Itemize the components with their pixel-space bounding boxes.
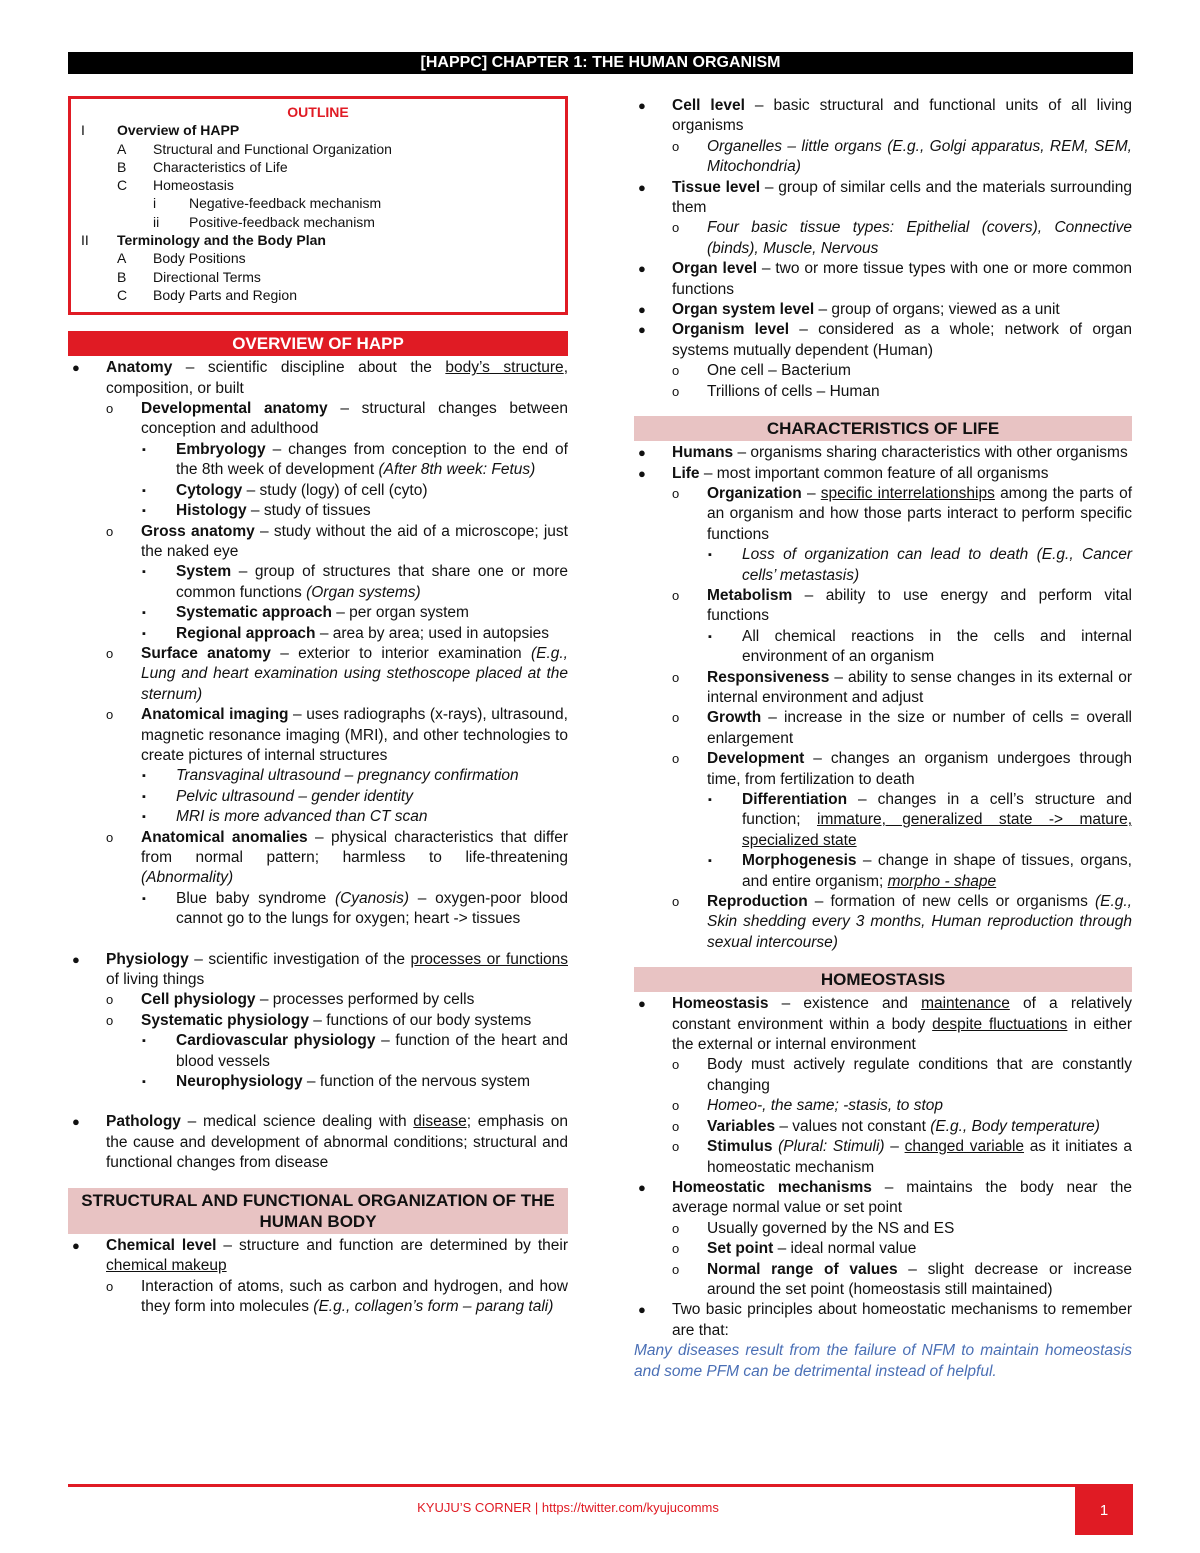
list-text: among the parts of an organism and how those parts interact to perform specific functions [707, 484, 1133, 543]
list-item [68, 481, 568, 501]
bullet-icon: ● [72, 1237, 80, 1253]
list-item [634, 851, 1132, 892]
section-heading: OVERVIEW OF HAPP [68, 331, 568, 356]
list-text: – considered as a whole; network of organ systems mutually dependent (Human) [672, 321, 1132, 359]
list-text: Homeostasis [672, 995, 769, 1013]
section-heading: HOMEOSTASIS [634, 967, 1132, 992]
list-text: Loss of organization can lead to death (E.g., Cancer cells’ metastasis) [742, 546, 1132, 584]
list-text: Metabolism [707, 586, 793, 604]
bullet-icon: o [672, 1261, 680, 1277]
outline-item [81, 176, 555, 194]
outline-number: B [117, 268, 127, 285]
bullet-icon: ▪ [142, 484, 146, 497]
outline-text: Overview of HAPP [117, 122, 240, 139]
list-item [68, 787, 568, 807]
list-item [68, 1072, 568, 1092]
list-item [634, 1219, 1132, 1239]
bullet-icon: o [106, 645, 114, 661]
bullet-icon: o [672, 587, 680, 603]
outline-text: Homeostasis [153, 177, 234, 194]
list-text: body’s structure [445, 359, 564, 377]
outline-title: OUTLINE [287, 104, 349, 120]
list-text: Cell level [672, 97, 745, 114]
list-item [634, 1055, 1132, 1096]
list-item [68, 1236, 568, 1277]
list-item [68, 644, 568, 705]
bullet-icon: o [672, 220, 680, 236]
bullet-icon: ▪ [142, 1035, 146, 1048]
list-item [634, 1137, 1132, 1178]
list-item [68, 1011, 568, 1031]
list-text: – exterior to interior examination [270, 644, 531, 662]
list-text: Transvaginal ultrasound – pregnancy confirmation [176, 767, 519, 785]
list-item [634, 1260, 1132, 1301]
bullet-icon: o [672, 1220, 680, 1236]
left-content [68, 331, 568, 1317]
list-text: – oxygen-poor blood cannot go to the lungs for oxygen; heart -> tissues [176, 889, 568, 928]
list-item [634, 1178, 1132, 1219]
bullet-icon: ● [72, 1114, 80, 1130]
list-text: – ability to use energy and perform vital functions [707, 586, 1132, 625]
list-text: Reproduction [707, 893, 808, 911]
list-item [68, 1112, 568, 1173]
list-text: despite fluctuations [932, 1015, 1068, 1033]
outline-text: Body Parts and Region [153, 286, 297, 303]
list-text: Set point [707, 1240, 774, 1258]
list-text: Organization [707, 484, 802, 502]
list-text: Two basic principles about homeostatic mechanisms to remember are that: [672, 1301, 1132, 1339]
list-text: MRI is more advanced than CT scan [176, 808, 428, 826]
bullet-icon: ▪ [708, 549, 712, 562]
outline-number: I [81, 122, 85, 139]
list-text: Anatomical anomalies [141, 828, 308, 846]
list-text: of living things [106, 971, 205, 989]
list-text: – study without the aid of a microscope; just the naked eye [141, 522, 568, 560]
bullet-icon: o [106, 1278, 114, 1294]
list-text: – slight decrease or increase around the set point (homeostasis still maintained) [707, 1260, 1133, 1298]
list-item [634, 627, 1132, 668]
list-text: Systematic approach [176, 604, 332, 622]
list-text: Growth [707, 709, 762, 727]
list-item [68, 562, 568, 603]
list-item [634, 300, 1132, 320]
list-text: Anatomical imaging [141, 706, 289, 724]
list-item [68, 440, 568, 481]
list-item [634, 464, 1132, 484]
list-text: – group of similar cells and the materials surrounding them [672, 178, 1132, 217]
list-text: Life [672, 464, 700, 482]
list-text: as it initiates a homeostatic mechanism [707, 1138, 1133, 1176]
list-text: (Abnormality) [141, 869, 234, 887]
bullet-icon: ▪ [708, 794, 712, 806]
bullet-icon: ▪ [142, 566, 146, 579]
outline-text: Positive-feedback mechanism [189, 213, 375, 230]
list-item [634, 1300, 1132, 1341]
outline-item [81, 231, 555, 249]
list-item [634, 1117, 1132, 1137]
bullet-icon: ▪ [142, 505, 146, 518]
list-text: – functions of our body systems [308, 1011, 532, 1029]
list-item [68, 399, 568, 440]
bullet-icon: o [106, 992, 114, 1008]
outline-number: ii [153, 213, 160, 230]
outline-list [81, 121, 555, 304]
list-text: – study of tissues [246, 502, 371, 520]
list-item [634, 218, 1132, 259]
list-text: (After 8th week: Fetus) [378, 461, 536, 479]
list-item [68, 603, 568, 623]
bullet-icon: o [672, 751, 680, 767]
list-text: Neurophysiology [176, 1073, 303, 1091]
list-item [68, 807, 568, 827]
list-text: All chemical reactions in the cells and internal environment of an organism [742, 627, 1132, 666]
list-text: Interaction of atoms, such as carbon and hydrogen, and how they form into molecules [141, 1277, 568, 1315]
list-item [634, 443, 1132, 463]
list-item [68, 990, 568, 1010]
bullet-icon: ● [638, 322, 646, 338]
bullet-icon: ● [638, 98, 646, 113]
list-text: , composition, or built [106, 359, 568, 397]
bullet-icon: o [672, 1241, 680, 1257]
bullet-icon: o [672, 1057, 680, 1073]
list-text: morpho - shape [887, 872, 997, 890]
list-text: (E.g., collagen’s form – parang tali) [313, 1297, 554, 1315]
list-text: – maintains the body near the average normal value or set point [672, 1178, 1132, 1217]
bullet-icon: o [106, 707, 114, 723]
page-number: 1 [1075, 1487, 1133, 1535]
list-text: in either the external or internal environment [672, 1015, 1133, 1054]
list-text: (E.g., Lung and heart examination using stethoscope placed at the sternum) [141, 644, 568, 703]
list-item [68, 828, 568, 889]
bullet-icon: ▪ [708, 855, 712, 868]
list-item [634, 668, 1132, 709]
bullet-icon: o [106, 829, 114, 845]
spacer [68, 1092, 568, 1112]
bullet-icon: ● [638, 179, 646, 195]
list-text: – formation of new cells or organisms [807, 893, 1095, 911]
right-column [634, 96, 1132, 1382]
list-text: – change in shape of tissues, organs, and entire organism; [742, 852, 1132, 890]
bullet-icon: ▪ [142, 1076, 146, 1089]
list-text: One cell – Bacterium [707, 362, 851, 380]
bullet-icon: o [672, 1118, 680, 1134]
bullet-icon: ● [638, 302, 646, 318]
outline-item [81, 194, 555, 212]
list-item [68, 1277, 568, 1318]
outline-number: B [117, 158, 127, 175]
bullet-icon: o [672, 485, 680, 501]
list-item [634, 259, 1132, 300]
left-column [68, 96, 568, 1317]
list-text: Surface anatomy [141, 644, 271, 662]
list-text: Homeo-, the same; -stasis, to stop [707, 1097, 944, 1115]
outline-item [81, 213, 555, 231]
list-text: Morphogenesis [742, 852, 857, 870]
outline-text: Body Positions [153, 250, 246, 267]
list-text: Stimulus [707, 1138, 773, 1156]
bullet-icon: o [672, 383, 680, 399]
list-text: ; emphasis on the cause and development of abnormal conditions; structural and functional changes from disease [106, 1113, 568, 1172]
list-text: – scientific discipline about the [172, 359, 446, 377]
list-item [634, 484, 1132, 545]
list-item [634, 320, 1132, 361]
outline-item [81, 140, 555, 158]
list-text: Homeostatic mechanisms [672, 1178, 872, 1196]
list-text: Usually governed by the NS and ES [707, 1219, 955, 1237]
list-item [68, 766, 568, 786]
outline-text: Terminology and the Body Plan [117, 232, 326, 249]
note-text: Many diseases result from the failure of NFM to maintain homeostasis and some PFM can be detrimental instead of helpful. [634, 1342, 1132, 1380]
list-text: – [884, 1138, 905, 1156]
list-text: Regional approach [176, 624, 316, 642]
bullet-icon: ▪ [142, 811, 146, 824]
list-text: (Organ systems) [306, 583, 421, 601]
list-text: (E.g., Body temperature) [930, 1117, 1100, 1135]
list-text: Organ level [672, 260, 757, 278]
list-item [634, 96, 1132, 137]
bullet-icon: ● [72, 951, 80, 967]
bullet-icon: o [106, 401, 114, 417]
list-text: Organ system level [672, 301, 815, 319]
list-text: – physical characteristics that differ from normal pattern; harmless to life-threatening [141, 828, 568, 867]
list-text: Developmental anatomy [141, 400, 328, 418]
list-item [634, 1239, 1132, 1259]
list-text: Cardiovascular physiology [176, 1032, 376, 1050]
section-heading: CHARACTERISTICS OF LIFE [634, 416, 1132, 441]
bullet-icon: o [672, 894, 680, 910]
bullet-icon: o [672, 1098, 680, 1114]
list-item [634, 892, 1132, 953]
outline-text: Directional Terms [153, 268, 261, 285]
list-item [634, 137, 1132, 178]
footer-credit: KYUJU’S CORNER | https://twitter.com/kyujucomms [417, 1500, 719, 1515]
list-text: – changes from conception to the end of the 8th week of development [176, 440, 568, 479]
list-text: Organism level [672, 321, 790, 339]
list-text: – medical science dealing with [180, 1113, 414, 1131]
bullet-icon: o [106, 1012, 114, 1028]
bullet-icon: ▪ [142, 770, 146, 783]
list-item [634, 361, 1132, 381]
list-item [68, 1031, 568, 1072]
list-text: Embryology [176, 440, 266, 458]
bullet-icon: o [672, 710, 680, 726]
bullet-icon: ● [638, 261, 646, 277]
bullet-icon: o [672, 363, 680, 379]
list-text: Humans [672, 444, 734, 462]
list-item [68, 522, 568, 563]
list-text: – two or more tissue types with one or more common functions [672, 260, 1132, 298]
bullet-icon: ● [72, 360, 80, 376]
list-item [634, 708, 1132, 749]
list-text: Anatomy [106, 359, 173, 377]
list-text: Responsiveness [707, 668, 830, 686]
list-text: – scientific investigation of the [188, 950, 411, 968]
outline-item [81, 268, 555, 286]
list-item [634, 994, 1132, 1055]
list-text: – area by area; used in autopsies [315, 624, 550, 642]
list-text: Four basic tissue types: Epithelial (covers), Connective (binds), Muscle, Nervous [707, 219, 1132, 257]
list-text: System [176, 563, 232, 581]
list-item [634, 1096, 1132, 1116]
outline-text: Characteristics of Life [153, 158, 288, 175]
list-text: Systematic physiology [141, 1011, 309, 1029]
list-text: of a relatively constant environment within a body [672, 995, 1132, 1033]
outline-number: II [81, 232, 89, 249]
list-text: Chemical level [106, 1236, 217, 1254]
bullet-icon: ▪ [142, 892, 146, 905]
bullet-icon: o [106, 523, 114, 539]
outline-text: Negative-feedback mechanism [189, 195, 382, 212]
list-text: Histology [176, 502, 247, 520]
list-text: disease [413, 1113, 467, 1131]
bullet-icon: ▪ [142, 607, 146, 620]
bullet-icon: ● [638, 1179, 646, 1195]
bullet-icon: o [672, 138, 680, 154]
list-text: – per organ system [331, 604, 469, 622]
bullet-icon: o [672, 1139, 680, 1155]
bullet-icon: o [672, 669, 680, 685]
list-text: – group of organs; viewed as a unit [814, 301, 1060, 319]
list-text: (E.g., Skin shedding every 3 months, Human reproduction through sexual intercourse) [707, 893, 1132, 951]
outline-item [81, 249, 555, 267]
list-text: Normal range of values [707, 1260, 898, 1278]
outline-text: Structural and Functional Organization [153, 140, 392, 157]
list-item [68, 358, 568, 399]
list-text: Differentiation [742, 791, 848, 808]
list-text: Cytology [176, 481, 243, 499]
list-item [634, 178, 1132, 219]
bullet-icon: ▪ [142, 627, 146, 640]
list-text: Pelvic ultrasound – gender identity [176, 787, 413, 805]
list-item [634, 749, 1132, 790]
list-text: – ability to sense changes in its external or internal environment and adjust [707, 668, 1132, 706]
list-text: – structure and function are determined by their [216, 1236, 568, 1254]
list-text: Organelles – little organs (E.g., Golgi apparatus, REM, SEM, Mitochondria) [707, 137, 1132, 176]
list-text: Development [707, 750, 805, 768]
outline-number: C [117, 177, 128, 194]
list-text: – most important common feature of all organisms [699, 464, 1049, 482]
list-text: Variables [707, 1117, 776, 1135]
list-text: specific interrelationships [820, 484, 995, 502]
outline-number: A [117, 250, 127, 267]
list-text: – existence and [768, 995, 922, 1013]
list-text: – function of the heart and blood vessels [176, 1032, 568, 1070]
outline-number: i [153, 195, 157, 212]
list-item [68, 889, 568, 930]
outline-number: C [117, 286, 128, 303]
list-text: processes or functions [410, 950, 568, 968]
list-text: – structural changes between conception and adulthood [141, 400, 568, 438]
bullet-icon: ● [638, 465, 646, 481]
spacer [68, 930, 568, 950]
list-text: – group of structures that share one or more common functions [176, 563, 568, 601]
bullet-icon: ▪ [142, 443, 146, 456]
list-item [68, 501, 568, 521]
right-content [634, 96, 1132, 1382]
page-title: [HAPPC] CHAPTER 1: THE HUMAN ORGANISM [68, 52, 1133, 74]
list-item [634, 586, 1132, 627]
list-item [68, 950, 568, 991]
bullet-icon: ▪ [142, 790, 146, 803]
list-item [634, 790, 1132, 851]
list-text: chemical makeup [106, 1257, 227, 1275]
list-text: – changes in a cell’s structure and function; [742, 791, 1132, 829]
list-text: changed variable [904, 1138, 1025, 1156]
list-text: Trillions of cells – Human [707, 382, 880, 400]
list-text: – uses radiographs (x-rays), ultrasound, magnetic resonance imaging (MRI), and other technologies to create pictures of internal structures [141, 706, 568, 764]
list-text: Blue baby syndrome [176, 889, 335, 907]
bullet-icon: ● [638, 996, 646, 1012]
list-text: – [801, 484, 821, 502]
list-text: – increase in the size or number of cells = overall enlargement [707, 709, 1132, 747]
outline-item [81, 158, 555, 176]
list-text: (Cyanosis) [334, 889, 410, 907]
list-item [634, 545, 1132, 586]
list-text: Physiology [106, 950, 189, 968]
list-item [634, 382, 1132, 402]
list-text: – study (logy) of cell (cyto) [242, 481, 428, 499]
list-item [68, 705, 568, 766]
outline-box [68, 96, 568, 315]
list-text: – organisms sharing characteristics with other organisms [733, 444, 1128, 462]
list-text: Tissue level [672, 178, 761, 196]
list-text: immature, generalized state -> mature, specialized state [742, 811, 1132, 849]
outline-item [81, 286, 555, 304]
outline-item [81, 121, 555, 139]
list-text: – processes performed by cells [255, 991, 475, 1009]
list-item [68, 624, 568, 644]
footer-divider [68, 1484, 1133, 1487]
list-text: – ideal normal value [773, 1240, 917, 1258]
list-text: Gross anatomy [141, 522, 255, 540]
outline-number: A [117, 140, 127, 157]
list-text: Body must actively regulate conditions that are constantly changing [707, 1056, 1132, 1094]
list-text: – changes an organism undergoes through time, from fertilization to death [707, 750, 1132, 788]
list-text: Cell physiology [141, 991, 256, 1009]
list-text: (Plural: Stimuli) [778, 1138, 885, 1156]
list-text: maintenance [921, 995, 1010, 1013]
bullet-icon: ● [638, 445, 646, 461]
list-text: Pathology [106, 1113, 181, 1131]
section-heading: STRUCTURAL AND FUNCTIONAL ORGANIZATION OF THE HUMAN BODY [68, 1188, 568, 1234]
bullet-icon: ● [638, 1302, 646, 1318]
list-text: – basic structural and functional units of all living organisms [672, 97, 1132, 135]
bullet-icon: ▪ [708, 630, 712, 643]
list-text: – function of the nervous system [302, 1073, 531, 1091]
list-text: – values not constant [775, 1117, 931, 1135]
